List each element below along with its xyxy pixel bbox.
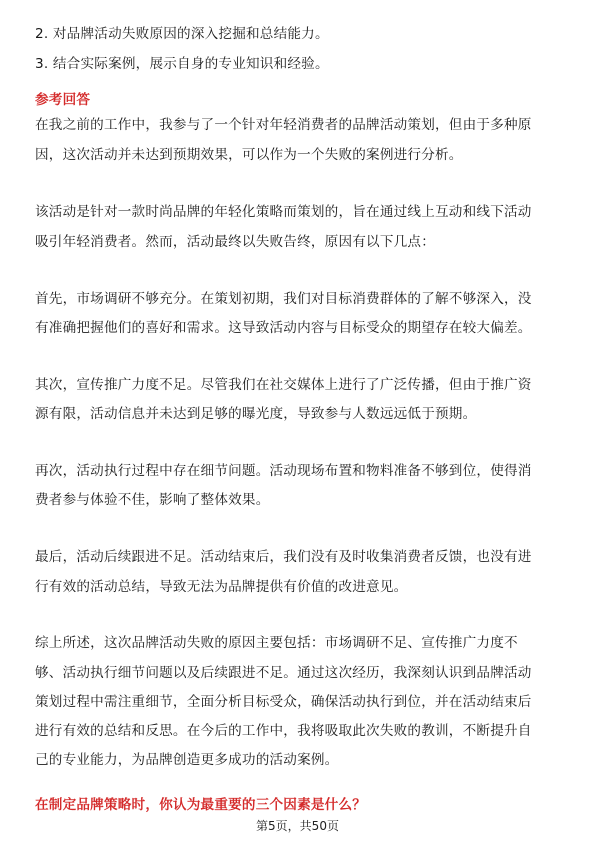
- paragraph-line: 费者参与体验不佳，影响了整体效果。: [35, 492, 270, 508]
- paragraph-line: 行有效的活动总结，导致无法为品牌提供有价值的改进意见。: [35, 579, 408, 595]
- paragraph-line: 因，这次活动并未达到预期效果，可以作为一个失败的案例进行分析。: [35, 147, 463, 163]
- answer-heading: 参考回答: [35, 92, 91, 108]
- paragraph-line: 吸引年轻消费者。然而，活动最终以失败告终，原因有以下几点：: [35, 234, 436, 250]
- paragraph-line: 最后，活动后续跟进不足。活动结束后，我们没有及时收集消费者反馈，也没有进: [35, 549, 532, 565]
- paragraph-line: 综上所述，这次品牌活动失败的原因主要包括：市场调研不足、宣传推广力度不: [35, 635, 518, 651]
- paragraph-line: 策划过程中需注重细节，全面分析目标受众，确保活动执行到位，并在活动结束后: [35, 694, 532, 710]
- paragraph-line: 该活动是针对一款时尚品牌的年轻化策略而策划的，旨在通过线上互动和线下活动: [35, 204, 532, 220]
- paragraph-line: 己的专业能力，为品牌创造更多成功的活动案例。: [35, 752, 339, 768]
- paragraph-line: 首先，市场调研不够充分。在策划初期，我们对目标消费群体的了解不够深入，没: [35, 291, 532, 307]
- paragraph-line: 再次，活动执行过程中存在细节问题。活动现场布置和物料准备不够到位，使得消: [35, 463, 532, 479]
- list-item: 2. 对品牌活动失败原因的深入挖掘和总结能力。: [35, 26, 329, 42]
- paragraph-line: 够、活动执行细节问题以及后续跟进不足。通过这次经历，我深刻认识到品牌活动: [35, 665, 532, 681]
- paragraph-line: 进行有效的总结和反思。在今后的工作中，我将吸取此次失败的教训，不断提升自: [35, 723, 532, 739]
- paragraph-line: 其次，宣传推广力度不足。尽管我们在社交媒体上进行了广泛传播，但由于推广资: [35, 377, 532, 393]
- paragraph-line: 在我之前的工作中，我参与了一个针对年轻消费者的品牌活动策划，但由于多种原: [35, 117, 532, 133]
- paragraph-line: 源有限，活动信息并未达到足够的曝光度，导致参与人数远远低于预期。: [35, 406, 477, 422]
- paragraph-line: 有准确把握他们的喜好和需求。这导致活动内容与目标受众的期望存在较大偏差。: [35, 320, 532, 336]
- list-item: 3. 结合实际案例，展示自身的专业知识和经验。: [35, 56, 329, 72]
- page-number-footer: 第5页，共50页: [256, 819, 339, 833]
- next-question: 在制定品牌策略时，你认为最重要的三个因素是什么？: [35, 797, 367, 813]
